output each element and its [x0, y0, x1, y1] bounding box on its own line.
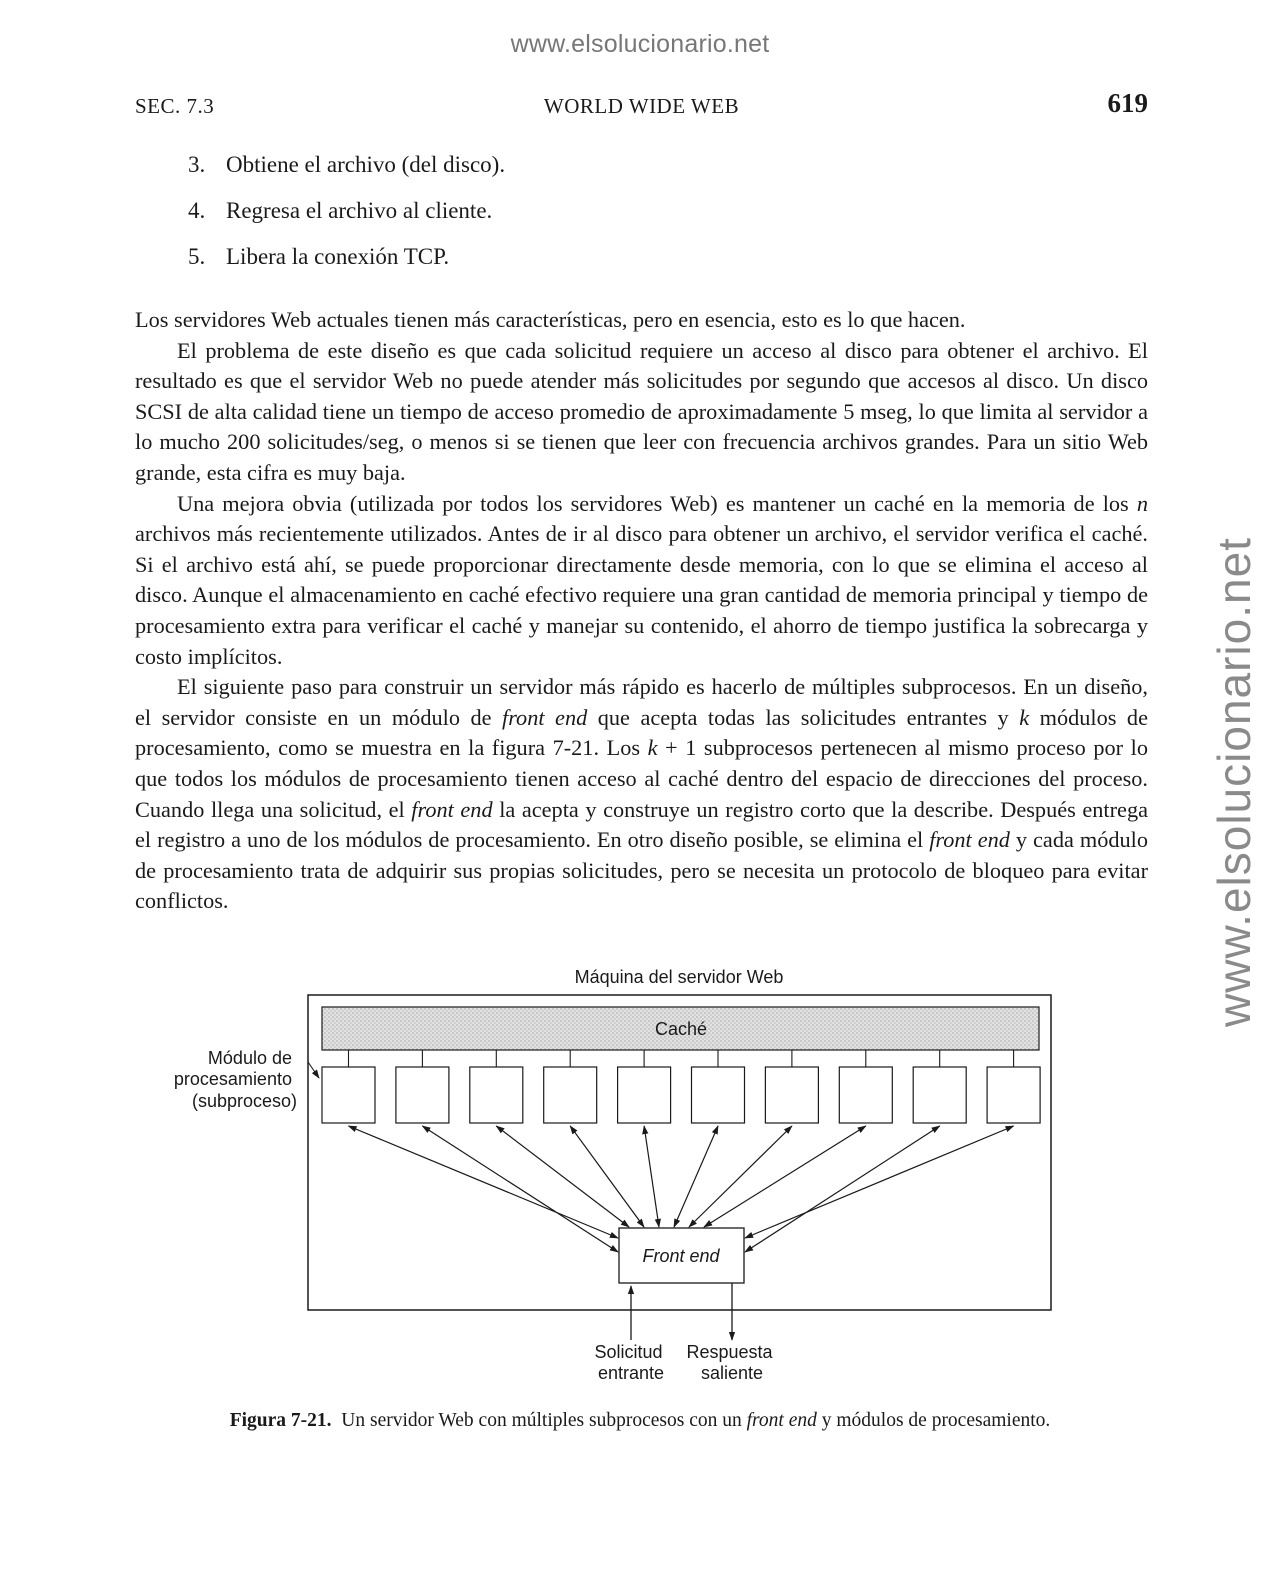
caption-label: Figura 7-21. — [229, 1410, 332, 1431]
processing-module — [322, 1067, 375, 1123]
paragraph — [135, 672, 1148, 917]
bidirectional-arrow — [644, 1126, 659, 1227]
figure-caption — [0, 1410, 1280, 1432]
processing-module — [839, 1067, 892, 1123]
outgoing-response-label: Respuesta saliente — [686, 1342, 773, 1383]
bidirectional-arrow — [496, 1126, 629, 1227]
figure-7-21 — [0, 960, 1280, 1400]
text-run: + 1 subprocesos pertenecen al mismo proceso por lo que todos los módulos de procesamiento tienen acceso al caché dentro del espacio de direcciones del proceso. Cuando llega una solicitud, el — [135, 735, 1149, 822]
paragraph: El problema de este diseño es que cada solicitud requiere un acceso al disco para obtener el archivo. El resultado es que el servidor Web no puede atender más solicitudes por segundo que accesos al disco. Un disco SCSI de alta calidad tiene un tiempo de acceso promedio de aproximadamente 5 mseg, lo que limita al servidor a lo mucho 200 solicitudes/seg, o menos si se tienen que leer con frecuencia archivos grandes. Para un sitio Web grande, esta cifra es muy baja. — [135, 337, 1148, 485]
text-run: y cada módulo de procesamiento trata de adquirir sus propias solicitudes, pero se necesita un protocolo de bloqueo para evitar conflictos. — [135, 827, 1148, 914]
text-run: archivos más recientemente utilizados. Antes de ir al disco para obtener un archivo, el servidor verifica el caché. Si el archivo está ahí, se puede proporcionar directamente desde memoria, con lo que se elimina el acceso al disco. Aunque el almacenamiento en caché efectivo requiere una gran cantidad de memoria principal y tiempo de procesamiento extra para verificar el caché y manejar su contenido, el ahorro de tiempo justifica la sobrecarga y costo implícitos. — [135, 521, 1148, 669]
bidirectional-arrow — [570, 1126, 644, 1227]
processing-module — [470, 1067, 523, 1123]
step-list — [188, 150, 1148, 288]
caption-italic: front end — [746, 1410, 817, 1431]
front-end-label: Front end — [642, 1246, 720, 1266]
processing-module — [913, 1067, 966, 1123]
bidirectional-arrow — [745, 1126, 940, 1252]
server-diagram — [0, 960, 1280, 1400]
italic-term: front end — [502, 704, 588, 730]
italic-term: k — [647, 735, 658, 761]
bidirectional-arrow — [704, 1126, 866, 1227]
processing-module — [765, 1067, 818, 1123]
processing-modules — [322, 1050, 1040, 1123]
processing-module — [987, 1067, 1040, 1123]
paragraph: Los servidores Web actuales tienen más características, pero en esencia, esto es lo que hacen. — [135, 307, 966, 332]
italic-term: front end — [929, 827, 1010, 853]
watermark-side: www.elsolucionario.net — [1208, 537, 1260, 1027]
list-item — [188, 150, 1148, 180]
list-item — [188, 196, 1148, 226]
bidirectional-arrow — [349, 1126, 619, 1238]
processing-module — [692, 1067, 745, 1123]
machine-label: Máquina del servidor Web — [574, 967, 784, 987]
italic-term: front end — [411, 796, 493, 822]
chapter-title: WORLD WIDE WEB — [543, 94, 740, 118]
caption-text: Un servidor Web con múltiples subprocesos con un — [341, 1410, 747, 1431]
body-text — [135, 305, 1148, 917]
processing-module — [618, 1067, 671, 1123]
text-run: El siguiente paso para construir un servidor más rápido es hacerlo de múltiples subprocesos. En un diseño, el servidor consiste en un módulo de — [135, 674, 1148, 730]
step-text: Obtiene el archivo (del disco). — [226, 152, 506, 177]
section-label: SEC. 7.3 — [135, 94, 215, 118]
step-number: 5. — [188, 244, 206, 269]
bidirectional-arrow — [745, 1126, 1014, 1238]
module-pointer-arrow — [308, 1062, 319, 1078]
text-run: que acepta todas las solicitudes entrantes y — [587, 704, 1020, 730]
italic-term: k — [1019, 704, 1030, 730]
page-number: 619 — [1107, 88, 1148, 118]
processing-module — [396, 1067, 449, 1123]
incoming-request-label: Solicitud entrante — [594, 1342, 665, 1383]
running-head — [135, 88, 1148, 122]
processing-module — [544, 1067, 597, 1123]
paragraph — [135, 489, 1148, 673]
step-text: Libera la conexión TCP. — [226, 244, 450, 269]
watermark-top: www.elsolucionario.net — [510, 30, 770, 58]
step-number: 3. — [188, 152, 206, 177]
bidirectional-arrow — [689, 1126, 792, 1227]
text-run: Una mejora obvia (utilizada por todos los servidores Web) es mantener un caché en la memoria de los — [177, 490, 1137, 516]
bidirectional-arrow — [674, 1126, 718, 1227]
caption-text: y módulos de procesamiento. — [816, 1410, 1051, 1431]
text-run: módulos de procesamiento, como se muestra en la figura 7-21. Los — [135, 704, 1148, 761]
step-number: 4. — [188, 198, 206, 223]
module-label: Módulo de procesamiento (subproceso) — [173, 1048, 297, 1111]
italic-term: n — [1136, 490, 1148, 516]
list-item — [188, 242, 1148, 272]
cache-label: Caché — [654, 1019, 708, 1039]
step-text: Regresa el archivo al cliente. — [226, 198, 493, 223]
text-run: la acepta y construye un registro corto que la describe. Después entrega el registro a uno de los módulos de procesamiento. En otro diseño posible, se elimina el — [135, 796, 1148, 853]
